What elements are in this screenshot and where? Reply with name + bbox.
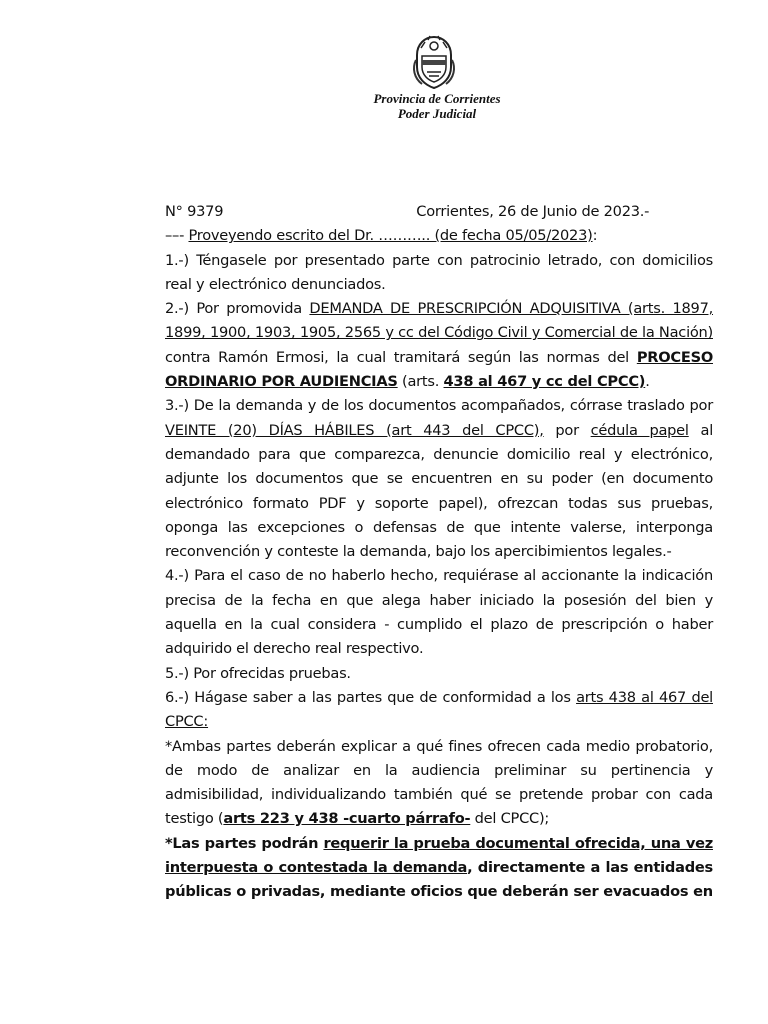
text-run: (arts. (397, 373, 444, 391)
document-body (165, 200, 713, 905)
text-run: DEMANDA DE PRESCRIPCIÓN ADQUISITIVA (arts. 1897, 1899, 1900, 1903, 1905, 2565 y cc del Código Civil y Comercial de la Nación) (165, 300, 713, 342)
paragraph-6 (165, 686, 713, 735)
text-run: 3.-) De la demanda y de los documentos acompañados, córrase traslado por (165, 397, 713, 415)
text-run: *Las partes podrán (165, 834, 324, 852)
doc-date: Corrientes, 26 de Junio de 2023.- (416, 203, 650, 220)
text-run: contra Ramón Ermosi, la cual tramitará según las normas del (165, 348, 637, 366)
paragraph-proveyendo (165, 224, 713, 248)
paragraph-1: 1.-) Téngasele por presentado parte con patrocinio letrado, con domicilios real y electrónico denunciados. (165, 251, 713, 293)
text-run: *Ambas partes deberán explicar a qué fines ofrecen cada medio probatorio, de modo de analizar en la audiencia preliminar su pertinencia y admisibilidad, individualizando también qué se pretende probar con cada testigo ( (165, 737, 713, 828)
header-judicial: Poder Judicial (397, 106, 477, 121)
paragraph-4: 4.-) Para el caso de no haberlo hecho, requiérase al accionante la indicación precisa de la fecha en que alega haber iniciado la posesión del bien y aquella en la cual considera - cumplido el plazo de prescripción o haber adquirido el derecho real respectivo. (165, 567, 713, 658)
text-run: 438 al 467 y cc del CPCC) (443, 373, 646, 391)
text-run: por (543, 421, 591, 439)
text-run: VEINTE (20) DÍAS HÁBILES (art 443 del CPCC), (165, 421, 544, 439)
paragraph-8 (165, 832, 713, 905)
text-run: arts 438 al 467 del CPCC: (165, 688, 713, 731)
text-run: 6.-) Hágase saber a las partes que de conformidad a los (165, 688, 577, 706)
paragraph-5: 5.-) Por ofrecidas pruebas. (165, 664, 351, 682)
doc-number: N° 9379 (165, 203, 224, 220)
text-run: Proveyendo escrito del Dr. ……….. (de fecha 05/05/2023) (188, 227, 593, 245)
text-run: PROCESO ORDINARIO POR AUDIENCIAS (165, 348, 713, 391)
text-run: : (592, 227, 598, 245)
text-run: cédula papel (590, 421, 689, 439)
text-run: ––- (165, 227, 189, 245)
text-run: . (645, 373, 650, 391)
text-run: requerir la prueba documental ofrecida, una vez interpuesta o contestada la demanda (165, 834, 713, 877)
text-run: 2.-) Por promovida (165, 300, 310, 318)
document-header (0, 91, 768, 121)
province-seal-icon (411, 34, 457, 90)
paragraph-2 (165, 297, 713, 394)
text-run: del CPCC); (470, 810, 550, 828)
text-run: al demandado para que comparezca, denuncie domicilio real y electrónico, adjunte los documentos que se encuentren en su poder (en documento electrónico formato PDF y soporte papel), ofrezcan todas sus pruebas, oponga las excepciones o defensas de que intente valerse, interponga reconvención y conteste la demanda, bajo los apercibimientos legales.- (165, 421, 713, 561)
paragraph-3 (165, 394, 713, 564)
text-run: , directamente a las entidades públicas o privadas, mediante oficios que deberán ser evacuados en (165, 859, 713, 901)
text-run: arts 223 y 438 -cuarto párrafo- (223, 810, 471, 828)
header-province: Provincia de Corrientes (373, 91, 501, 106)
doc-number-date (165, 200, 713, 224)
paragraph-7 (165, 735, 713, 832)
